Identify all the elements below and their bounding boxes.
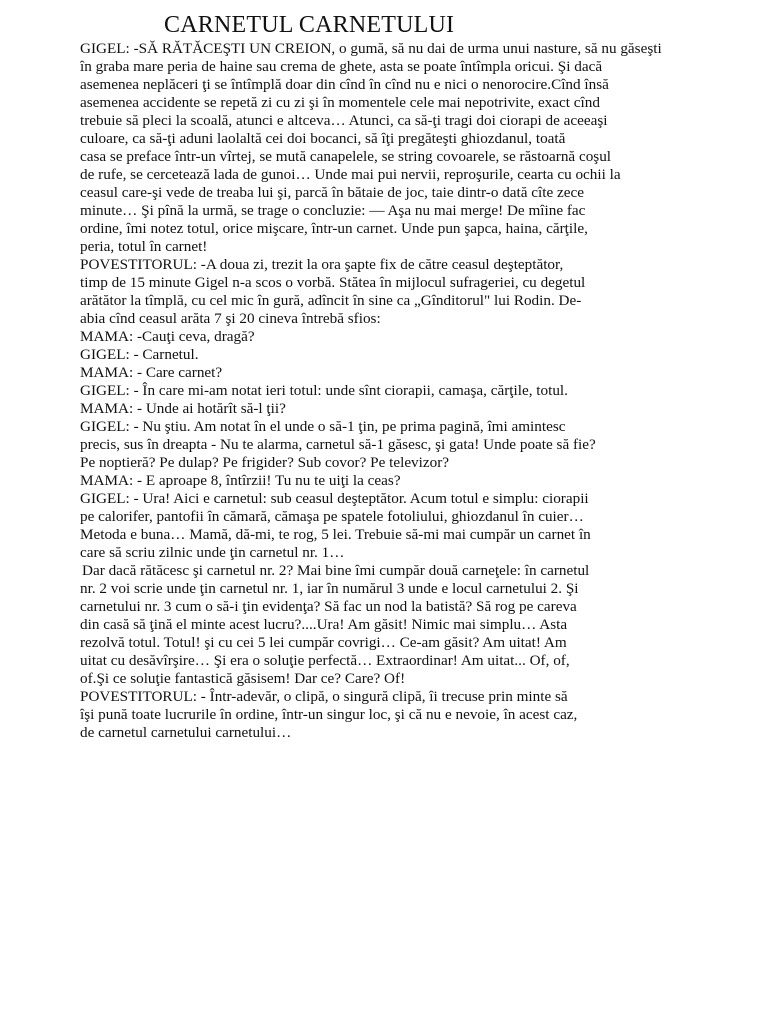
text-line: rezolvă totul. Totul! şi cu cei 5 lei cumpăr covrigi… Ce-am găsit? Am uitat! Am xyxy=(80,634,567,651)
text-line: peria, totul în carnet! xyxy=(80,238,208,255)
text-line: GIGEL: - Nu ştiu. Am notat în el unde o să-1 ţin, pe prima pagină, îmi amintesc xyxy=(80,418,566,435)
text-line: timp de 15 minute Gigel n-a scos o vorbă. Stătea în mijlocul sufrageriei, cu degetul xyxy=(80,274,586,291)
text-line: nr. 2 voi scrie unde ţin carnetul nr. 1, iar în numărul 3 unde e locul carnetului 2. Şi xyxy=(80,580,579,597)
text-line: MAMA: - E aproape 8, întîrzii! Tu nu te uiţi la ceas? xyxy=(80,472,401,489)
text-line: asemenea accidente se repetă zi cu zi şi în momentele cele mai nepotrivite, exact cînd xyxy=(80,94,600,111)
text-line: GIGEL: - În care mi-am notat ieri totul: unde sînt ciorapii, camaşa, cărţile, totul. xyxy=(80,382,568,399)
text-line: de rufe, se cercetează lada de gunoi… Unde mai pui nervii, reproşurile, cearta cu ochii la xyxy=(80,166,621,183)
text-line: ordine, îmi notez totul, orice mişcare, într-un carnet. Unde pun şapca, haina, cărţile, xyxy=(80,220,588,237)
text-line: of.Şi ce soluţie fantastică găsisem! Dar ce? Care? Of! xyxy=(80,670,406,687)
text-line: asemenea neplăceri ţi se întîmplă doar din cînd în cînd nu e nici o nenorocire.Cînd însă xyxy=(80,76,609,93)
text-line: arătător la tîmplă, cu cel mic în gură, adîncit în sine ca „Gînditorul" lui Rodin. De- xyxy=(80,292,582,309)
text-line: MAMA: -Cauţi ceva, dragă? xyxy=(80,328,255,345)
text-line: MAMA: - Care carnet? xyxy=(80,364,223,381)
text-line: casa se preface într-un vîrtej, se mută canapelele, se string covoarele, se răstoarnă coşul xyxy=(80,148,612,165)
text-line: abia cînd ceasul arăta 7 şi 20 cineva întrebă sfios: xyxy=(80,310,381,327)
text-line: culoare, ca să-ţi aduni laolaltă cei doi bocanci, să îţi pregăteşti ghiozdanul, toată xyxy=(80,130,566,147)
text-line: POVESTITORUL: - Într-adevăr, o clipă, o singură clipă, îi trecuse prin minte să xyxy=(80,688,568,705)
text-line: din casă să ţină el minte acest lucru?....Ura! Am găsit! Nimic mai simplu… Asta xyxy=(80,616,568,633)
text-line: GIGEL: - Ura! Aici e carnetul: sub ceasul deşteptător. Acum totul e simplu: ciorapii xyxy=(80,490,589,507)
text-line: Metoda e buna… Mamă, dă-mi, te rog, 5 lei. Trebuie să-mi mai cumpăr un carnet în xyxy=(80,526,591,543)
text-line: ceasul care-şi vede de treaba lui şi, parcă în bătaie de joc, taie dintr-o dată cîte zece xyxy=(80,184,584,201)
document-body xyxy=(80,40,730,742)
text-line: pe calorifer, pantofii în cămară, cămaşa pe spatele fotoliului, ghiozdanul în cuier… xyxy=(80,508,584,525)
text-line: Dar dacă rătăcesc şi carnetul nr. 2? Mai bine îmi cumpăr două carneţele: în carnetul xyxy=(82,562,590,579)
text-line: MAMA: - Unde ai hotărît să-l ţii? xyxy=(80,400,286,417)
text-line: care să scriu zilnic unde ţin carnetul nr. 1… xyxy=(80,544,345,561)
text-line: uitat cu desăvîrşire… Şi era o soluţie perfectă… Extraordinar! Am uitat... Of, of, xyxy=(80,652,570,669)
text-line: îşi pună toate lucrurile în ordine, într-un singur loc, şi că nu e nevoie, în acest caz, xyxy=(80,706,578,723)
text-line: carnetului nr. 3 cum o să-i ţin evidenţa? Să fac un nod la batistă? Să rog pe careva xyxy=(80,598,577,615)
text-line: minute… Şi pînă la urmă, se trage o concluzie: — Aşa nu mai merge! De mîine fac xyxy=(80,202,586,219)
text-line: POVESTITORUL: -A doua zi, trezit la ora şapte fix de către ceasul deşteptător, xyxy=(80,256,564,273)
text-line: trebuie să pleci la scoală, atunci e altceva… Atunci, ca să-ţi tragi doi ciorapi de aceeaşi xyxy=(80,112,608,129)
document-title: CARNETUL CARNETULUI xyxy=(164,12,455,38)
text-line: Pe noptieră? Pe dulap? Pe frigider? Sub covor? Pe televizor? xyxy=(80,454,450,471)
text-line: în graba mare peria de haine sau crema de ghete, asta se poate întîmpla oricui. Şi dacă xyxy=(80,58,603,75)
text-line: GIGEL: - Carnetul. xyxy=(80,346,199,363)
text-line: GIGEL: -SĂ RĂTĂCEŞTI UN CREION, o gumă, să nu dai de urma unui nasture, să nu găseşti xyxy=(80,40,662,57)
text-line: precis, sus în dreapta - Nu te alarma, carnetul să-1 găsesc, şi gata! Unde poate să fie? xyxy=(80,436,596,453)
text-line: de carnetul carnetului carnetului… xyxy=(80,724,292,741)
